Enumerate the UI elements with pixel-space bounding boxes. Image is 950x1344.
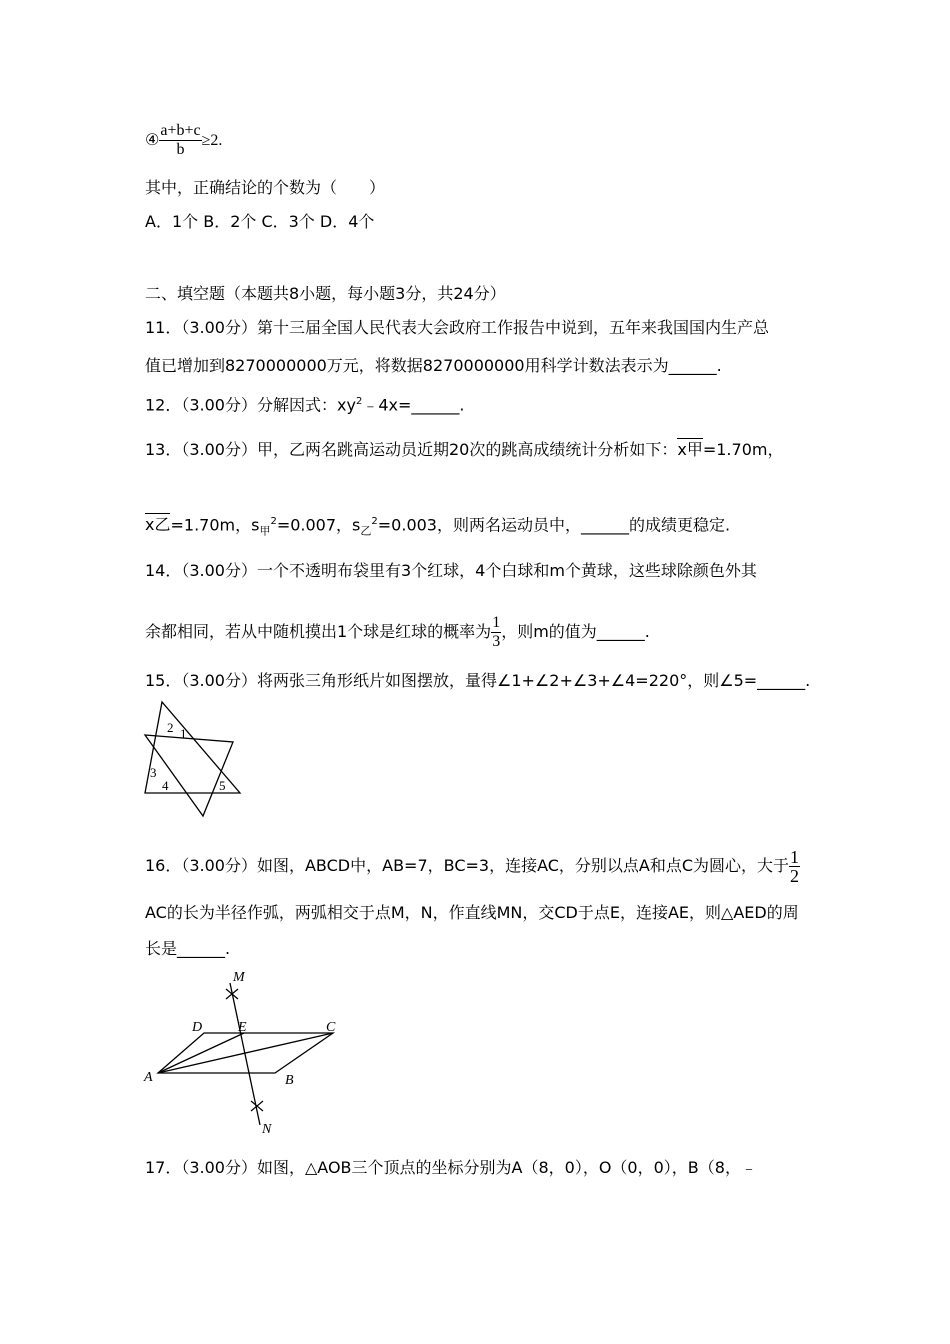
q13-line2: x乙=1.70m，$s_甲^2=0.007$，$s_乙^2=0.003$，则两名运动员中，______的成绩更稳定. <box>145 515 731 538</box>
q16-line1: 16．（3.00分）如图，ABCD中，AB=7，BC=3，连接AC，分别以点A和点C为圆心，大于 $\frac{1}{2}$ <box>145 847 800 886</box>
q15-line: 15．（3.00分）将两张三角形纸片如图摆放，量得∠1+∠2+∠3+∠4=220°，则∠5=______. <box>145 671 811 690</box>
label-b: B <box>285 1073 294 1088</box>
q16-line3: 长是______. <box>145 939 231 958</box>
angle-label-2: 2 <box>167 720 174 735</box>
two-triangles-figure <box>140 698 250 823</box>
label-e: E <box>238 1020 247 1035</box>
q14-line2: 余都相同，若从中随机摸出1个球是红球的概率为 $\frac{1}{3}$ ，则m的值为______. <box>145 614 650 650</box>
angle-label-3: 3 <box>150 765 157 780</box>
q10-fraction: $\frac{a+b+c}{b}$ <box>160 122 201 158</box>
angle-label-4: 4 <box>162 778 169 793</box>
angle-label-1: 1 <box>180 726 187 741</box>
x-bar-jia: x甲 <box>677 440 703 459</box>
probability-fraction: $\frac{1}{3}$ <box>492 614 501 650</box>
q13-line1: 13．（3.00分）甲，乙两名跳高运动员近期20次的跳高成绩统计分析如下：x甲=1.70m， <box>145 440 784 459</box>
half-fraction: $\frac{1}{2}$ <box>790 847 800 886</box>
q17-line: 17．（3.00分）如图，△AOB三个顶点的坐标分别为A（8，0），O（0，0），B（8，﹣ <box>145 1158 757 1177</box>
label-n: N <box>262 1122 272 1137</box>
parallelogram-figure <box>140 963 350 1143</box>
triangle-a <box>145 702 240 793</box>
q10-condition-4: ④ $\frac{a+b+c}{b}$ ≥2. <box>145 122 223 158</box>
q14-line1: 14．（3.00分）一个不透明布袋里有3个红球，4个白球和m个黄球，这些球除颜色外其 <box>145 561 757 580</box>
segment-ae <box>158 1033 244 1073</box>
diagonal-ac <box>158 1033 333 1073</box>
label-m: M <box>233 970 245 985</box>
x-bar-yi: x乙 <box>145 515 171 535</box>
q10-prompt: 其中，正确结论的个数为（ ） <box>145 178 386 197</box>
triangle-b <box>145 735 233 816</box>
label-d: D <box>192 1020 203 1035</box>
q11-line1: 11．（3.00分）第十三届全国人民代表大会政府工作报告中说到，五年来我国国内生产总 <box>145 318 769 337</box>
q12: 12．（3.00分）分解因式：$xy^2﹣4x=\_\_\_\_\_\_$. <box>145 395 465 415</box>
line-mn <box>230 983 260 1125</box>
q10-options: A．1个 B．2个 C．3个 D．4个 <box>145 212 375 231</box>
angle-label-5: 5 <box>219 778 226 793</box>
section-title: 二、填空题（本题共8小题，每小题3分，共24分） <box>145 284 506 303</box>
q16-line2: AC的长为半径作弧，两弧相交于点M，N，作直线MN，交CD于点E，连接AE，则△AED的周 <box>145 903 799 922</box>
q11-line2: 值已增加到8270000000万元，将数据8270000000用科学计数法表示为______. <box>145 356 722 375</box>
label-a: A <box>144 1070 153 1085</box>
label-c: C <box>326 1020 336 1035</box>
